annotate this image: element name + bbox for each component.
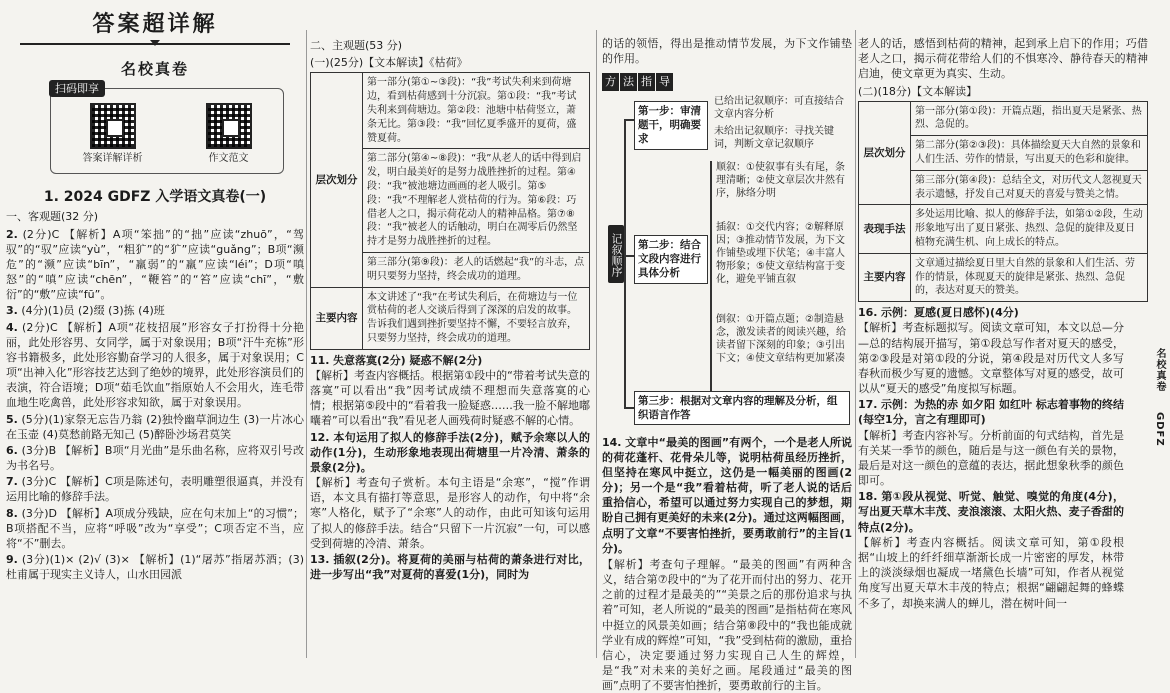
question-item (858, 305, 1124, 396)
question-answer: 示例：为热的赤 如夕阳 如红叶 标志着事物的终结(每空1分，言之有理即可) (858, 398, 1124, 427)
question-item (6, 320, 304, 411)
column-3 (602, 36, 852, 693)
mind-map-step: 第一步：审清题干，明确要求 (634, 101, 708, 150)
question-item (858, 489, 1124, 610)
qr-item[interactable] (206, 103, 252, 166)
section-heading: 二、主观题(53 分) (310, 39, 403, 52)
question-text: 【解析】考查标题拟写。阅读文章可知，本文以总—分—总的结构展开描写，第①段总写作者对夏天的感受，第②③段是对第①段的分说，第④段是对历代文人多写春秋而极少写夏的遗憾。文章整体写对夏的感受，故可以从“夏天的感受”角度拟写标题。 (858, 321, 1124, 396)
qr-caption: 答案详解详析 (82, 153, 143, 165)
question-item (6, 474, 304, 504)
qr-code-icon[interactable] (90, 103, 136, 149)
qr-item[interactable] (83, 103, 143, 166)
mind-map (602, 95, 852, 435)
question-number: 11. (310, 353, 330, 367)
connector-line (624, 119, 626, 409)
question-list (310, 353, 590, 583)
table-cell: 第一部分(第①~③段)：“我”考试失利来到荷塘边，看到枯荷感到十分沉寂。第①段：“我”考试失利来到荷塘边。第②段：池塘中枯荷竖立，萧条无比。第③段：“我”回忆夏季盛开的夏荷，盛赞夏荷。 (363, 73, 590, 149)
badge-char: 法 (620, 73, 637, 90)
question-item (6, 552, 304, 582)
question-answer: 本句运用了拟人的修辞手法(2分)，赋予余寒以人的动作(1分)，生动形象地表现出荷塘里一片冷清、萧条的景象(2分)。 (310, 430, 590, 474)
badge-char: 指 (638, 73, 655, 90)
qr-panel (50, 82, 284, 174)
question-item (310, 353, 590, 429)
mind-map-leaf: 顺叙：①使叙事有头有尾，条理清晰；②使文章层次井然有序，脉络分明 (716, 161, 845, 199)
question-list (6, 227, 304, 583)
column-2 (310, 36, 590, 658)
question-number: 16. (858, 306, 878, 320)
table-cell: 本文讲述了“我”在考试失利后，在荷塘边与一位赏枯荷的老人交谈后得到了深深的启发的故事。告诉我们遇到挫折要坚持不懈，不要轻言放弃，只要努力坚持，终会成功的道理。 (363, 287, 590, 349)
question-answer: 示例：夏感(夏日感怀)(4分) (881, 306, 1019, 320)
mind-map-leaf: 倒叙：①开篇点题；②制造悬念，激发读者的阅读兴趣，给读者留下深刻的印象；③引出下文；④使文章结构更加紧凑 (716, 313, 846, 364)
sub-section-heading: (一)(25分)【文本解读】《枯荷》 (310, 56, 468, 70)
question-number: 9. (6, 553, 18, 567)
question-item (858, 397, 1124, 488)
question-number: 8. (6, 506, 18, 520)
question-item (310, 552, 590, 582)
brand-title: 答案超详解 (92, 12, 218, 37)
question-text: 【解析】考查句子理解。“最美的图画”有两种含义，结合第⑦段中的“为了花开而付出的努力、花开之前的过程才是最美的”“美景之后的那份追求与执着”可知，老人所说的“最美的图画”是指枯荷在寒风中挺立的风景美如画；结合第⑧段中的“我也能成就学业有成的辉煌”可知，“我”受到枯荷的激励，重拾信心，决定要通过努力实现自己人生的辉煌，是“我”对未来的美好之画。尾段通过“最美的图画”点明了不要害怕挫折，要勇敢前行的主旨。 (602, 557, 852, 693)
question-text: 【解析】考查内容概括。阅读文章可知，第①段根据“山坡上的纤纤细草渐渐长成一片密密的厚发，林带上的淡淡绿烟也凝成一堵黛色长墙”可知，作者从视觉角度写出夏天草木丰茂的特点；根据“翩翩起舞的蜂蝶不多了，却换来满人的蝉儿，潜在树叶间一 (858, 535, 1124, 610)
question-item (6, 412, 304, 442)
section-heading: 一、客观题(32 分) (6, 210, 99, 224)
arrow-down-icon (150, 40, 160, 46)
text-analysis-table (858, 101, 1148, 303)
question-text: (3分)(1)× (2)√ (3)× 【解析】(1)“屠苏”指屠苏酒；(3)杜甫属于现实主义诗人，山水田园派 (6, 553, 304, 582)
table-cell: 第二部分(第②③段)：具体描绘夏天大自然的景象和人们生活、劳作的情景，写出夏天的色彩和旋律。 (911, 136, 1148, 171)
question-text: 【解析】考查句子赏析。本句主语是“余寒”，“搅”作谓语，本文具有描打等意思，是形容人的动作，句中将“余寒”人格化，赋予了“余寒”人的动作，由此可知该句运用了拟人的修辞手法。结合“只留下一片沉寂”一句，可以感受到荷塘的冷清、萧条。 (310, 476, 590, 550)
table-label: 主要内容 (859, 253, 911, 301)
paragraph: 的话的领悟，得出是推动情节发展，为下文作铺垫的作用。 (602, 37, 852, 66)
side-label: 名校真卷 (1154, 348, 1165, 392)
mind-map-root: 记叙顺序 (608, 225, 624, 283)
question-number: 7. (6, 475, 18, 489)
question-number: 18. (858, 490, 878, 504)
qr-caption: 作文范文 (208, 153, 249, 165)
question-number: 2. (6, 227, 18, 241)
question-number: 5. (6, 412, 18, 426)
question-text: (3分)D 【解析】A项成分残缺，应在句末加上“的习惯”；B项搭配不当，应将“呼吸”改为“享受”；C项否定不当，应将“不”删去。 (6, 506, 304, 550)
question-text: (4分)(1)员 (2)缀 (3)拣 (4)班 (21, 304, 165, 318)
connector-line (624, 407, 634, 409)
question-text: (2分)C 【解析】A项“笨拙”的“拙”应读“zhuō”，“驾驭”的“驭”应读“yù”，“粗犷”的“犷”应读“guǎng”；B项“濒危”的“濒”应读“bīn”，“羸弱”的“羸”应读“léi”；D项“嗔怒”的“嗔”应读“chēn”，“鞭笞”的“笞”应读“chī”，“敷衍”的“敷”应读“fū”。 (6, 227, 304, 302)
connector-line (624, 119, 634, 121)
badge-char: 方 (602, 73, 619, 90)
question-item (6, 227, 304, 303)
question-number: 3. (6, 304, 18, 318)
table-label: 层次划分 (311, 73, 363, 287)
table-label: 层次划分 (859, 101, 911, 205)
table-label: 表现手法 (859, 205, 911, 253)
question-number: 17. (858, 398, 878, 412)
table-cell: 第三部分(第⑨段)：老人的话燃起“我”的斗志，点明只要努力坚持，终会成功的道理。 (363, 252, 590, 287)
question-number: 6. (6, 443, 18, 457)
table-cell: 第一部分(第①段)：开篇点题，指出夏天是紧张、热烈、急促的。 (911, 101, 1148, 136)
qr-code-icon[interactable] (206, 103, 252, 149)
column-divider (855, 30, 856, 658)
brand-rule (20, 43, 290, 45)
question-text: 【解析】考查内容概括。根据第①段中的“带着考试失意的落寞”可以看出“我”因考试成绩不理想而失意落寞的心情；根据第⑤段中的“看着我一脸疑惑……我一脸不解地嘟囔着”可以看出“我”看见老人画残荷时疑惑不解的心情。 (310, 368, 590, 428)
question-item (6, 506, 304, 552)
section-title: 名校真卷 (120, 60, 189, 79)
question-text: (3分)C 【解析】C项是陈述句，表明雕塑很逼真，并没有运用比喻的修辞手法。 (6, 475, 304, 504)
method-guide-badge (602, 73, 674, 90)
sub-section-heading: (二)(18分)【文本解读】 (858, 84, 978, 98)
question-item (6, 443, 304, 473)
badge-char: 导 (656, 73, 673, 90)
text-analysis-table (310, 72, 590, 349)
table-cell: 第三部分(第④段)：总结全文，对历代文人忽视夏天表示遗憾，抒发自己对夏天的喜爱与赞美之情。 (911, 170, 1148, 205)
column-1 (6, 0, 304, 658)
paragraph: 老人的话，感悟到枯荷的精神，起到承上启下的作用；巧借老人之口，揭示荷花带给人们的不惧寒冷、静待春天的精神启迪，使文章更为真实、生动。 (858, 37, 1148, 81)
table-cell: 多处运用比喻、拟人的修辞手法，如第①②段，生动形象地写出了夏日紧张、热烈、急促的旋律及夏日植物充满生机、向上成长的特点。 (911, 205, 1148, 253)
column-4 (858, 36, 1148, 658)
question-list (858, 305, 1148, 610)
question-answer: 插叙(2分)。将夏荷的美丽与枯荷的萧条进行对比，进一步写出“我”对夏荷的喜爱(1分)，同时为 (310, 552, 590, 582)
question-item (6, 303, 304, 318)
question-text: (5分)(1)家祭无忘告乃翁 (2)独怜幽草涧边生 (3)一片冰心在玉壶 (4)莫愁前路无知己 (5)醉卧沙场君莫笑 (6, 412, 304, 441)
question-answer: 失意落寞(2分) 疑惑不解(2分) (333, 353, 483, 367)
question-answer: 第①段从视觉、听觉、触觉、嗅觉的角度(4分)，写出夏天草木丰茂、麦浪滚滚、太阳火热、麦子香甜的特点(2分)。 (858, 490, 1125, 534)
question-text: (3分)B 【解析】B项“月光曲”是乐曲名称，应将双引号改为书名号。 (6, 443, 304, 473)
question-item (310, 430, 590, 551)
mind-map-leaf: 未给出记叙顺序：寻找关键词，判断文章记叙顺序 (714, 125, 834, 150)
question-text: (2分)C 【解析】A项“花枝招展”形容女子打扮得十分艳丽，此处形容男、女同学，属于对象误用；B项“汗牛充栋”形容书籍极多，此处形容勤奋学习的人很多，属于对象误用；C项“出神入化”形容技艺达到了绝妙的境界，此处形容演员们的表演，符合语境；D项“茹毛饮血”指原始人不会用火，连毛带血地生吃禽兽，此处形容求知欲，属于对象误用。 (6, 320, 305, 410)
question-answer: 文章中“最美的图画”有两个，一个是老人所说的荷花蓬杆、花骨朵儿等，说明枯荷虽经历挫折，但坚持在寒风中挺立，这仍是一幅美丽的图画(2分)；另一个是“我”看着枯荷，听了老人说的话后重拾信心，希望可以通过努力实现自己的梦想，期盼自己拥有更美好的未来(2分)。通过这两幅图画，点明了文章“不要害怕挫折，要勇敢前行”的主旨(1分)。 (602, 435, 852, 555)
mind-map-leaf: 已给出记叙顺序：可直接结合文章内容分析 (714, 95, 844, 120)
exam-title: 1. 2024 GDFZ 入学语文真卷(一) (43, 189, 267, 206)
question-text: 【解析】考查内容补写。分析前面的句式结构，首先是有关某一季节的颜色，随后是与这一颜色有关的景物，最后是对这一颜色的意蕴的表达，据此想象秋季的颜色即可。 (858, 428, 1124, 488)
question-number: 13. (310, 552, 330, 566)
mind-map-step: 第三步：根据对文章内容的理解及分析，组织语言作答 (634, 391, 850, 426)
table-cell: 第二部分(第④~⑧段)：“我”从老人的话中得到启发，明白最美好的是努力战胜挫折的过程。第④段：“我”被池塘边画画的老人吸引。第⑤段：“我”不理解老人赏枯荷的行为。第⑥段：巧借老人之口，揭示荷花动人的精神品格。第⑦⑧段：“我”被老人的话触动，明白在凋零后仍然坚持才是努力战胜挫折的过程。 (363, 149, 590, 253)
question-item (602, 557, 852, 693)
column-divider (596, 30, 597, 658)
connector-line (624, 255, 634, 257)
question-item (602, 435, 852, 556)
question-number: 14. (602, 435, 622, 449)
mind-map-step: 第二步：结合文段内容进行具体分析 (634, 235, 708, 284)
question-number: 12. (310, 430, 330, 444)
mind-map-leaf: 插叙：①交代内容；②解释原因；③推动情节发展，为下文作铺垫或埋下伏笔；④丰富人物形象；⑤使文章结构富于变化，避免平铺直叙 (716, 221, 845, 285)
question-number: 4. (6, 320, 18, 334)
qr-panel-label: 扫码即享 (49, 80, 105, 97)
table-cell: 文章通过描绘夏日里大自然的景象和人们生活、劳作的情景，体现夏天的旋律是紧张、热烈、急促的，表达对夏天的赞美。 (911, 253, 1148, 301)
connector-line (710, 161, 712, 393)
side-label: GDFZ (1154, 412, 1165, 447)
table-label: 主要内容 (311, 287, 363, 349)
column-divider (306, 30, 307, 658)
